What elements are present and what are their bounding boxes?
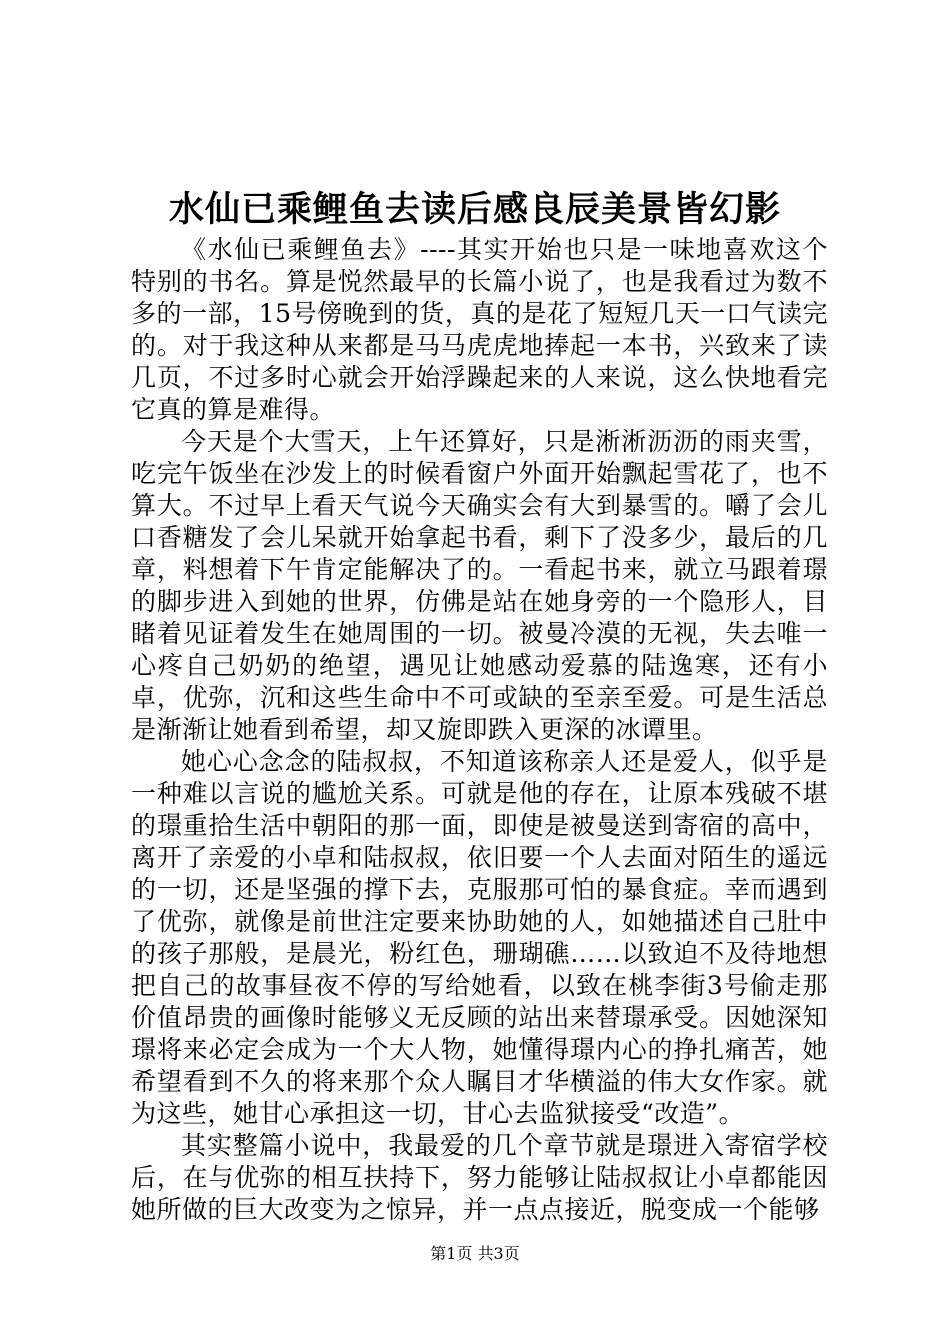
paragraph-2: 今天是个大雪天，上午还算好，只是淅淅沥沥的雨夹雪，吃完午饭坐在沙发上的时候看窗户外面开始飘起雪花了，也不算大。不过早上看天气说今天确实会有大到暴雪的。嚼了会儿口香糖发了会儿呆就开始拿起书看，剩下了没多少，最后的几章，料想着下午肯定能解决了的。一看起书来，就立马跟着璟的脚步进入到她的世界，仿佛是站在她身旁的一个隐形人，目睹着见证着发生在她周围的一切。被曼冷漠的无视，失去唯一心疼自己奶奶的绝望，遇见让她感动爱慕的陆逸寒，还有小卓，优弥，沉和这些生命中不可或缺的至亲至爱。可是生活总是渐渐让她看到希望，却又旋即跌入更深的冰谭里。	[131, 427, 828, 744]
page-footer: 第1页 共3页	[430, 1244, 520, 1263]
paragraph-3: 她心心念念的陆叔叔，不知道该称亲人还是爱人，似乎是一种难以言说的尴尬关系。可就是他的存在，让原本残破不堪的璟重拾生活中朝阳的那一面，即使是被曼送到寄宿的高中，离开了亲爱的小卓和陆叔叔，依旧要一个人去面对陌生的遥远的一切，还是坚强的撑下去，克服那可怕的暴食症。幸而遇到了优弥，就像是前世注定要来协助她的人，如她描述自己肚中的孩子那般，是晨光，粉红色，珊瑚礁……以致迫不及待地想把自己的故事昼夜不停的写给她看，以致在桃李街3号偷走那价值昂贵的画像时能够义无反顾的站出来替璟承受。因她深知璟将来必定会成为一个大人物，她懂得璟内心的挣扎痛苦，她希望看到不久的将来那个众人瞩目才华横溢的伟大女作家。就为这些，她甘心承担这一切，甘心去监狱接受“改造”。	[131, 747, 828, 1128]
paragraph-1: 《水仙已乘鲤鱼去》----其实开始也只是一味地喜欢这个特别的书名。算是悦然最早的长篇小说了，也是我看过为数不多的一部，15号傍晚到的货，真的是花了短短几天一口气读完的。对于我这种从来都是马马虎虎地捧起一本书，兴致来了读几页，不过多时心就会开始浮躁起来的人来说，这么快地看完它真的算是难得。	[131, 235, 828, 424]
document-title: 水仙已乘鲤鱼去读后感良辰美景皆幻影	[168, 189, 781, 230]
document-body	[131, 234, 828, 1226]
paragraph-4: 其实整篇小说中，我最爱的几个章节就是璟进入寄宿学校后，在与优弥的相互扶持下，努力能够让陆叔叔让小卓都能因她所做的巨大改变为之惊异，并一点点接近，脱变成一个能够	[131, 1131, 828, 1224]
